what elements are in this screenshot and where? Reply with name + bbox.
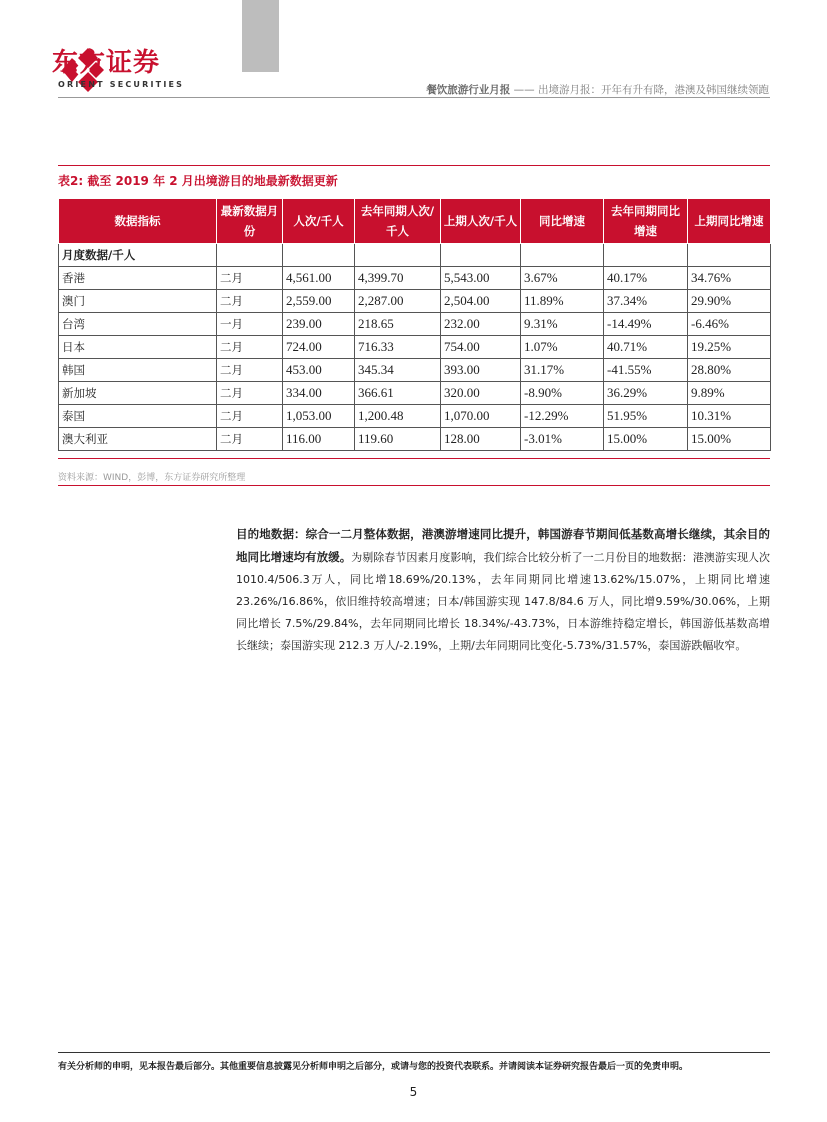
- destination-cell: 澳门: [59, 290, 217, 313]
- value-cell: 320.00: [441, 382, 521, 405]
- value-cell: 34.76%: [688, 267, 771, 290]
- value-cell: 29.90%: [688, 290, 771, 313]
- paragraph-text: 为剔除春节因素月度影响，我们综合比较分析了一二月份目的地数据：港澳游实现人次 1010.4/506.3万人，同比增18.69%/20.13%，去年同期同比增速13.62%/15.07%，上期同比增速 23.26%/16.86%，依旧维持较高增速；日本/韩国游实现 147.8/84.6 万人，同比增9.59%/30.06%，上期同比增长 7.5%/29.84%，去年同期同比增长 18.34%/-43.73%，日本游维持稳定增长，韩国游低基数高增长继续；泰国游实现 212.3 万人/-2.19%，上期/去年同期同比变化-5.73%/31.57%，泰国游跌幅收窄。: [236, 551, 771, 652]
- month-cell: 一月: [217, 313, 283, 336]
- month-cell: 二月: [217, 290, 283, 313]
- month-cell: 二月: [217, 405, 283, 428]
- page-number: 5: [409, 1085, 418, 1099]
- table-row: [59, 428, 771, 451]
- month-cell: 二月: [217, 382, 283, 405]
- value-cell: 51.95%: [604, 405, 688, 428]
- value-cell: 9.31%: [521, 313, 604, 336]
- value-cell: 11.89%: [521, 290, 604, 313]
- report-subtitle: 出境游月报：开年有升有降，港澳及韩国继续领跑: [538, 84, 769, 96]
- table-title: 表2: 截至 2019 年 2 月出境游目的地最新数据更新: [58, 174, 338, 188]
- destination-cell: 泰国: [59, 405, 217, 428]
- destination-cell: 台湾: [59, 313, 217, 336]
- value-cell: 31.17%: [521, 359, 604, 382]
- value-cell: 116.00: [283, 428, 355, 451]
- value-cell: 3.67%: [521, 267, 604, 290]
- value-cell: -3.01%: [521, 428, 604, 451]
- column-header: 去年同期同比增速: [604, 199, 688, 244]
- logo-chinese-name: 东方证券: [52, 48, 161, 78]
- table-row: [59, 405, 771, 428]
- destination-cell: 香港: [59, 267, 217, 290]
- value-cell: 1,200.48: [355, 405, 441, 428]
- value-cell: 19.25%: [688, 336, 771, 359]
- footer-disclaimer: 有关分析师的申明，见本报告最后部分。其他重要信息披露见分析师申明之后部分，或请与您的投资代表联系。并请阅读本证券研究报告最后一页的免责申明。: [58, 1062, 689, 1072]
- month-cell: 二月: [217, 359, 283, 382]
- value-cell: 334.00: [283, 382, 355, 405]
- destination-cell: 韩国: [59, 359, 217, 382]
- footer-divider: [58, 1052, 770, 1053]
- table-bottom-rule: [58, 458, 770, 459]
- value-cell: 218.65: [355, 313, 441, 336]
- value-cell: -8.90%: [521, 382, 604, 405]
- value-cell: 37.34%: [604, 290, 688, 313]
- column-header: 同比增速: [521, 199, 604, 244]
- value-cell: 4,561.00: [283, 267, 355, 290]
- report-type: 餐饮旅游行业月报: [426, 84, 511, 96]
- value-cell: 40.17%: [604, 267, 688, 290]
- value-cell: 15.00%: [688, 428, 771, 451]
- header-divider: [58, 97, 770, 98]
- value-cell: 239.00: [283, 313, 355, 336]
- value-cell: 724.00: [283, 336, 355, 359]
- table-row: [59, 359, 771, 382]
- table-row: [59, 336, 771, 359]
- destination-data-table: [58, 198, 771, 451]
- table-row: [59, 382, 771, 405]
- table-row: [59, 313, 771, 336]
- destination-cell: 澳大利亚: [59, 428, 217, 451]
- value-cell: 5,543.00: [441, 267, 521, 290]
- month-cell: 二月: [217, 336, 283, 359]
- destination-cell: 日本: [59, 336, 217, 359]
- month-cell: 二月: [217, 428, 283, 451]
- section-label: 月度数据/千人: [59, 244, 217, 267]
- table-top-rule: [58, 165, 770, 166]
- value-cell: -12.29%: [521, 405, 604, 428]
- value-cell: 716.33: [355, 336, 441, 359]
- body-paragraph: [236, 523, 770, 657]
- value-cell: 28.80%: [688, 359, 771, 382]
- column-header: 去年同期人次/千人: [355, 199, 441, 244]
- value-cell: 36.29%: [604, 382, 688, 405]
- value-cell: 1.07%: [521, 336, 604, 359]
- value-cell: -6.46%: [688, 313, 771, 336]
- report-header: [426, 82, 769, 97]
- month-cell: 二月: [217, 267, 283, 290]
- column-header: 最新数据月份: [217, 199, 283, 244]
- value-cell: -41.55%: [604, 359, 688, 382]
- value-cell: 10.31%: [688, 405, 771, 428]
- value-cell: 4,399.70: [355, 267, 441, 290]
- value-cell: 40.71%: [604, 336, 688, 359]
- value-cell: 2,287.00: [355, 290, 441, 313]
- value-cell: 2,504.00: [441, 290, 521, 313]
- table-source-note: 资料来源：WIND，彭博，东方证券研究所整理: [58, 473, 246, 483]
- table-header-row: [59, 199, 771, 244]
- column-header: 上期人次/千人: [441, 199, 521, 244]
- value-cell: 2,559.00: [283, 290, 355, 313]
- column-header: 人次/千人: [283, 199, 355, 244]
- column-header: 数据指标: [59, 199, 217, 244]
- value-cell: 119.60: [355, 428, 441, 451]
- value-cell: 754.00: [441, 336, 521, 359]
- value-cell: 15.00%: [604, 428, 688, 451]
- column-header: 上期同比增速: [688, 199, 771, 244]
- header-separator: ——: [510, 84, 538, 96]
- value-cell: 232.00: [441, 313, 521, 336]
- value-cell: 128.00: [441, 428, 521, 451]
- paragraph-lead: 目的地数据：综合一二月整体数据，港澳游增速同比提升，韩国游春节期间低基数高增长继续，其余目的地同比增速均有放缓。: [236, 527, 770, 564]
- value-cell: 453.00: [283, 359, 355, 382]
- value-cell: 345.34: [355, 359, 441, 382]
- value-cell: 9.89%: [688, 382, 771, 405]
- value-cell: -14.49%: [604, 313, 688, 336]
- logo-english-name: ORIENT SECURITIES: [58, 80, 185, 89]
- destination-cell: 新加坡: [59, 382, 217, 405]
- table-row: [59, 290, 771, 313]
- value-cell: 393.00: [441, 359, 521, 382]
- value-cell: 366.61: [355, 382, 441, 405]
- value-cell: 1,053.00: [283, 405, 355, 428]
- table-row: [59, 267, 771, 290]
- value-cell: 1,070.00: [441, 405, 521, 428]
- source-bottom-rule: [58, 485, 770, 486]
- header-grey-tab: [242, 0, 279, 72]
- table-section-row: [59, 244, 771, 267]
